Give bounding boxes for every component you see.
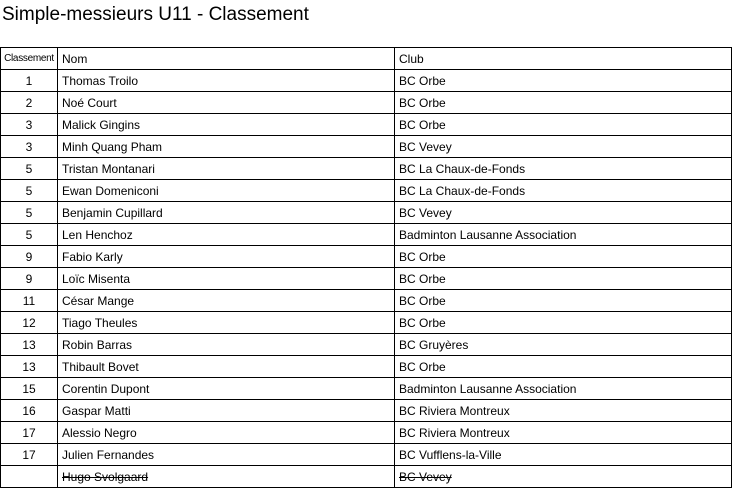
player-name-cell: Hugo Svolgaard — [58, 466, 395, 488]
table-row — [1, 114, 732, 136]
player-name-cell: César Mange — [58, 290, 395, 312]
player-name-cell: Malick Gingins — [58, 114, 395, 136]
rank-cell: 5 — [1, 180, 58, 202]
table-row — [1, 158, 732, 180]
player-name-cell: Gaspar Matti — [58, 400, 395, 422]
club-cell: BC Riviera Montreux — [395, 422, 732, 444]
rank-cell: 11 — [1, 290, 58, 312]
rank-cell: 17 — [1, 422, 58, 444]
table-row — [1, 92, 732, 114]
table-row — [1, 290, 732, 312]
player-name-cell: Alessio Negro — [58, 422, 395, 444]
club-cell: Badminton Lausanne Association — [395, 378, 732, 400]
table-row — [1, 466, 732, 488]
rank-cell: 1 — [1, 70, 58, 92]
rank-cell: 16 — [1, 400, 58, 422]
rank-cell: 5 — [1, 202, 58, 224]
player-name-cell: Benjamin Cupillard — [58, 202, 395, 224]
table-row — [1, 312, 732, 334]
table-row — [1, 136, 732, 158]
club-cell: BC Gruyères — [395, 334, 732, 356]
table-row — [1, 268, 732, 290]
club-cell: BC La Chaux-de-Fonds — [395, 180, 732, 202]
table-header-row — [1, 48, 732, 70]
player-name-cell: Noé Court — [58, 92, 395, 114]
ranking-table — [0, 47, 732, 488]
club-cell: BC Vevey — [395, 136, 732, 158]
rank-cell: 17 — [1, 444, 58, 466]
column-header-name: Nom — [58, 48, 395, 70]
rank-cell: 5 — [1, 224, 58, 246]
club-cell: BC Orbe — [395, 312, 732, 334]
club-cell: BC Orbe — [395, 356, 732, 378]
ranking-table-body — [1, 70, 732, 488]
club-cell: BC Vevey — [395, 466, 732, 488]
club-cell: BC Orbe — [395, 246, 732, 268]
rank-cell — [1, 466, 58, 488]
club-cell: BC Orbe — [395, 70, 732, 92]
rank-cell: 2 — [1, 92, 58, 114]
player-name-cell: Tiago Theules — [58, 312, 395, 334]
rank-cell: 9 — [1, 268, 58, 290]
player-name-cell: Fabio Karly — [58, 246, 395, 268]
rank-cell: 12 — [1, 312, 58, 334]
club-cell: BC Orbe — [395, 290, 732, 312]
column-header-rank: Classement — [1, 48, 58, 70]
club-cell: BC Orbe — [395, 268, 732, 290]
club-cell: Badminton Lausanne Association — [395, 224, 732, 246]
table-row — [1, 224, 732, 246]
rank-cell: 5 — [1, 158, 58, 180]
player-name-cell: Thibault Bovet — [58, 356, 395, 378]
club-cell: BC Orbe — [395, 114, 732, 136]
player-name-cell: Corentin Dupont — [58, 378, 395, 400]
column-header-club: Club — [395, 48, 732, 70]
player-name-cell: Len Henchoz — [58, 224, 395, 246]
player-name-cell: Minh Quang Pham — [58, 136, 395, 158]
club-cell: BC Riviera Montreux — [395, 400, 732, 422]
club-cell: BC Vevey — [395, 202, 732, 224]
table-row — [1, 246, 732, 268]
table-row — [1, 400, 732, 422]
club-cell: BC Vufflens-la-Ville — [395, 444, 732, 466]
player-name-cell: Loïc Misenta — [58, 268, 395, 290]
club-cell: BC Orbe — [395, 92, 732, 114]
player-name-cell: Robin Barras — [58, 334, 395, 356]
rank-cell: 15 — [1, 378, 58, 400]
player-name-cell: Ewan Domeniconi — [58, 180, 395, 202]
table-row — [1, 334, 732, 356]
rank-cell: 9 — [1, 246, 58, 268]
table-row — [1, 422, 732, 444]
page-title: Simple-messieurs U11 - Classement — [2, 4, 309, 25]
table-row — [1, 70, 732, 92]
table-row — [1, 378, 732, 400]
rank-cell: 3 — [1, 114, 58, 136]
table-row — [1, 202, 732, 224]
table-row — [1, 444, 732, 466]
table-row — [1, 356, 732, 378]
rank-cell: 3 — [1, 136, 58, 158]
rank-cell: 13 — [1, 356, 58, 378]
club-cell: BC La Chaux-de-Fonds — [395, 158, 732, 180]
player-name-cell: Thomas Troilo — [58, 70, 395, 92]
rank-cell: 13 — [1, 334, 58, 356]
player-name-cell: Julien Fernandes — [58, 444, 395, 466]
player-name-cell: Tristan Montanari — [58, 158, 395, 180]
table-row — [1, 180, 732, 202]
